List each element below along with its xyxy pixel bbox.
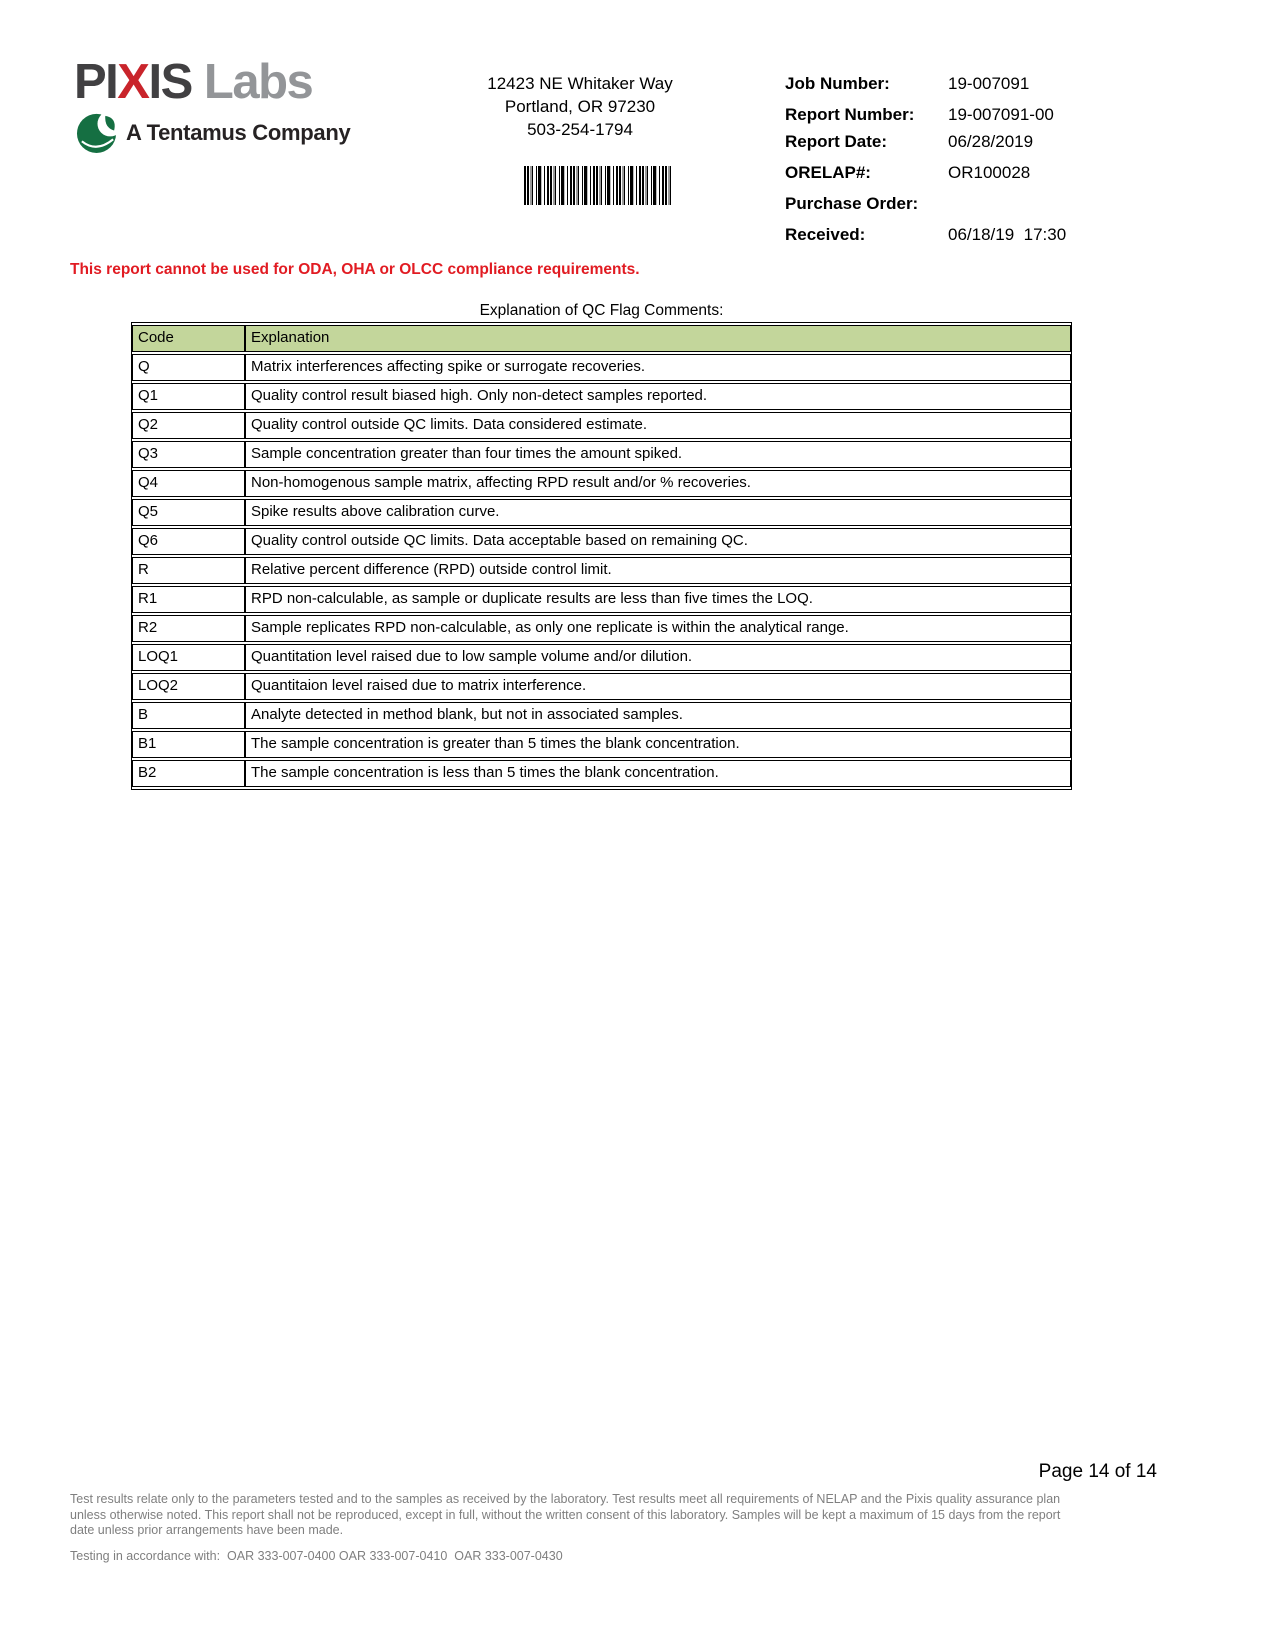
job-info-row <box>785 105 1215 132</box>
logo-text-pi: PI <box>74 55 118 109</box>
footer-accordance: Testing in accordance with: OAR 333-007-0400 OAR 333-007-0410 OAR 333-007-0430 <box>70 1549 563 1563</box>
job-info-value: OR100028 <box>948 163 1031 182</box>
qc-code-cell: LOQ1 <box>132 644 245 671</box>
address-line-2: Portland, OR 97230 <box>504 97 656 116</box>
qc-code-cell: R1 <box>132 586 245 613</box>
qc-flag-table <box>131 322 1072 790</box>
qc-code-cell: Q <box>132 354 245 381</box>
qc-code-cell: B1 <box>132 731 245 758</box>
footer-disclaimer: Test results relate only to the parameters tested and to the samples as received by the laboratory. Test results meet all requirements of NELAP and the Pixis quality assurance plan unless otherwise noted. This report shall not be reproduced, except in full, without the written consent of this laboratory. Samples will be kept a maximum of 15 days from the report date unless prior arrangements have been made. <box>70 1492 1061 1537</box>
logo-text-labs: Labs <box>191 55 313 109</box>
job-info-label: Received: <box>785 225 866 244</box>
page-number-label: Page 14 of 14 <box>1038 1461 1157 1482</box>
qc-code-cell: B <box>132 702 245 729</box>
qc-table-header-row <box>132 325 1071 352</box>
job-info-value: 06/18/19 17:30 <box>948 225 1067 244</box>
qc-code-cell: Q2 <box>132 412 245 439</box>
job-info-label: Report Number: <box>785 105 915 124</box>
job-info-value: 06/28/2019 <box>948 132 1034 151</box>
qc-explanation-cell: Analyte detected in method blank, but not in associated samples. <box>245 702 1071 729</box>
logo-wordmark <box>74 55 350 109</box>
qc-table-caption: Explanation of QC Flag Comments: <box>479 302 724 319</box>
qc-table-row <box>132 586 1071 613</box>
qc-table-row <box>132 731 1071 758</box>
qc-code-cell: Q6 <box>132 528 245 555</box>
address-line-3: 503-254-1794 <box>527 120 633 139</box>
qc-table-row <box>132 615 1071 642</box>
qc-code-cell: B2 <box>132 760 245 787</box>
qc-code-cell: R <box>132 557 245 584</box>
job-info-value: 19-007091 <box>948 74 1030 93</box>
logo-text-is: IS <box>148 55 192 109</box>
qc-explanation-cell: Matrix interferences affecting spike or surrogate recoveries. <box>245 354 1071 381</box>
qc-table-body <box>132 354 1071 787</box>
qc-table-row <box>132 557 1071 584</box>
qc-explanation-cell: Sample replicates RPD non-calculable, as only one replicate is within the analytical range. <box>245 615 1071 642</box>
qc-table-row <box>132 644 1071 671</box>
job-info-row <box>785 194 1215 225</box>
qc-table-row <box>132 383 1071 410</box>
qc-code-cell: Q4 <box>132 470 245 497</box>
qc-code-cell: LOQ2 <box>132 673 245 700</box>
job-info-label: Purchase Order: <box>785 194 919 213</box>
job-info-value: 19-007091-00 <box>948 105 1054 124</box>
job-info-row <box>785 74 1215 105</box>
barcode <box>524 166 672 205</box>
qc-header-explanation: Explanation <box>245 325 1071 352</box>
qc-explanation-cell: Quality control result biased high. Only non-detect samples reported. <box>245 383 1071 410</box>
qc-code-cell: R2 <box>132 615 245 642</box>
lab-address <box>440 72 720 141</box>
pixis-labs-logo <box>74 55 351 154</box>
job-info-row <box>785 163 1215 194</box>
qc-header-code: Code <box>132 325 245 352</box>
job-info-label: Report Date: <box>785 132 888 151</box>
qc-explanation-cell: Non-homogenous sample matrix, affecting RPD result and/or % recoveries. <box>245 470 1071 497</box>
qc-explanation-cell: The sample concentration is greater than 5 times the blank concentration. <box>245 731 1071 758</box>
qc-table-row <box>132 673 1071 700</box>
job-info-row <box>785 225 1215 256</box>
qc-code-cell: Q5 <box>132 499 245 526</box>
qc-explanation-cell: Quantitaion level raised due to matrix interference. <box>245 673 1071 700</box>
logo-text-x: X <box>117 55 149 109</box>
qc-explanation-cell: Spike results above calibration curve. <box>245 499 1071 526</box>
job-info-label: Job Number: <box>785 74 890 93</box>
qc-explanation-cell: Relative percent difference (RPD) outside control limit. <box>245 557 1071 584</box>
qc-explanation-cell: Sample concentration greater than four times the amount spiked. <box>245 441 1071 468</box>
qc-table-row <box>132 499 1071 526</box>
qc-explanation-cell: RPD non-calculable, as sample or duplicate results are less than five times the LOQ. <box>245 586 1071 613</box>
qc-table-row <box>132 702 1071 729</box>
qc-table-row <box>132 412 1071 439</box>
job-info <box>785 74 1215 256</box>
job-info-label: ORELAP#: <box>785 163 871 182</box>
qc-table-row <box>132 441 1071 468</box>
qc-code-cell: Q3 <box>132 441 245 468</box>
qc-explanation-cell: Quality control outside QC limits. Data acceptable based on remaining QC. <box>245 528 1071 555</box>
qc-table-row <box>132 470 1071 497</box>
leaf-icon <box>76 111 119 154</box>
qc-code-cell: Q1 <box>132 383 245 410</box>
qc-explanation-cell: The sample concentration is less than 5 times the blank concentration. <box>245 760 1071 787</box>
qc-explanation-cell: Quantitation level raised due to low sample volume and/or dilution. <box>245 644 1071 671</box>
qc-table-row <box>132 528 1071 555</box>
job-info-row <box>785 132 1215 163</box>
address-line-1: 12423 NE Whitaker Way <box>487 74 673 93</box>
qc-table-row <box>132 760 1071 787</box>
logo-tagline: A Tentamus Company <box>126 119 351 145</box>
qc-table-row <box>132 354 1071 381</box>
compliance-notice: This report cannot be used for ODA, OHA or OLCC compliance requirements. <box>70 261 640 278</box>
qc-explanation-cell: Quality control outside QC limits. Data considered estimate. <box>245 412 1071 439</box>
